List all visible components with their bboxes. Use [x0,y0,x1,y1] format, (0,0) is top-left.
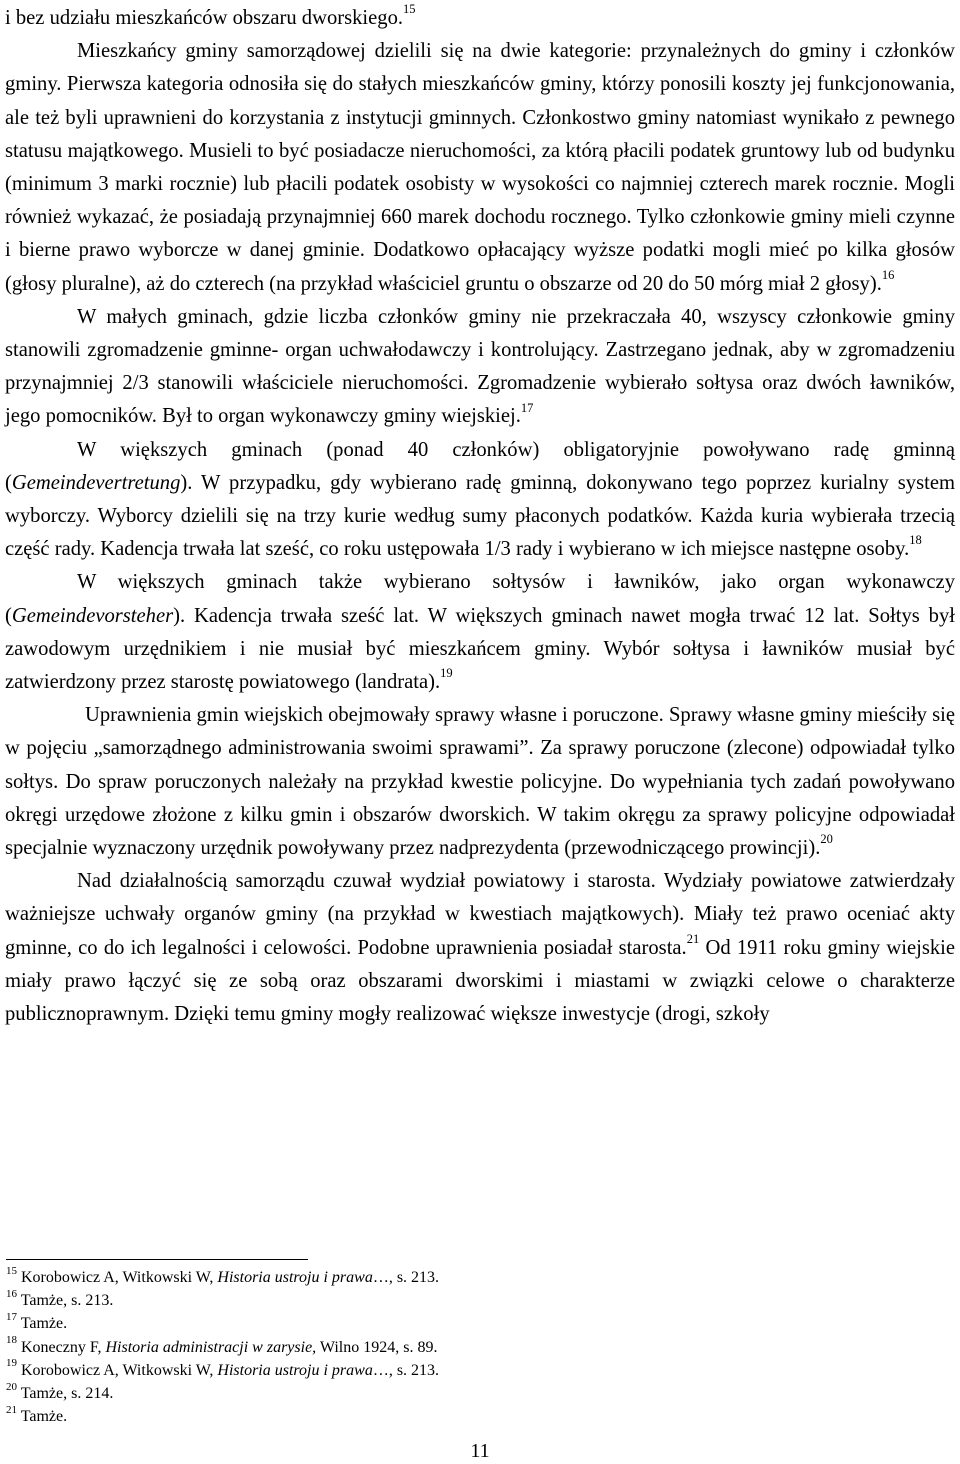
text-run: Tamże, s. 214. [17,1385,114,1403]
footnote [6,1336,906,1359]
footnote-ref: 17 [520,400,534,415]
text-run: i bez udziału mieszkańców obszaru dworskiego. [5,7,404,29]
footnote-ref: 21 [686,931,700,946]
footnote-number: 15 [6,1264,17,1277]
footnote [6,1382,906,1405]
text-run: W większych gminach także wybierano sołtysów i ławników, jako organ wykonawczy ( [5,571,955,627]
italic-term: Historia ustroju i prawa [217,1269,373,1286]
text-run: Uprawnienia gmin wiejskich obejmowały sprawy własne i poruczone. Sprawy własne gminy mieściły się w pojęciu „samorządnego administrowania swoimi sprawami”. Za sprawy poruczone (zlecone) odpowiadał tylko sołtys. Do spraw poruczonych należały na przykład kwestie policyjne. Do wypełniania tych zadań powoływano okręgi urzędowe złożone z kilku gmin i obszarów dworskich. W takim okręgu za sprawy policyjne odpowiadał specjalnie wyznaczony urzędnik powoływany przez nadprezydenta (przewodniczącego prowincji). [5,704,955,860]
text-run: Wilno 1924, s. 89. [316,1338,438,1356]
footnote [6,1359,906,1382]
footnote-separator [6,1259,308,1260]
footnotes [6,1266,906,1428]
paragraph-commune-powers [5,699,955,865]
italic-term: Gemeindevertretung [11,471,181,494]
footnote-ref: 15 [403,2,416,17]
text-run: Koneczny F, [17,1338,106,1356]
paragraph-membership [5,35,955,301]
footnote-number: 17 [6,1311,17,1324]
footnote-number: 16 [6,1287,17,1300]
italic-term: Historia ustroju i prawa [217,1361,373,1379]
footnote-number: 18 [6,1334,17,1347]
text-run: Nad działalnością samorządu czuwał wydział powiatowy i starosta. Wydziały powiatowe zatwierdzały ważniejsze uchwały organów gminy (na przykład w kwestiach majątkowych). Miały też prawo oceniać akty gminne, co do ich legalności i celowości. Podobne uprawnienia posiadał starosta. [5,870,955,959]
text-run: W małych gminach, gdzie liczba członków gminy nie przekraczała 40, wszyscy członkowie gminy stanowili zgromadzenie gminne- organ uchwałodawczy i kontrolujący. Zastrzegano jednak, aby w zgromadzeniu przynajmniej 2/3 stanowili właściciele nieruchomości. Zgromadzenie wybierało sołtysa oraz dwóch ławników, jego pomocników. Był to organ wykonawczy gminy wiejskiej. [5,305,955,428]
footnote [6,1266,906,1289]
text-run: …, s. 213. [372,1361,440,1379]
italic-term: Gemeindevorsteher [11,604,174,627]
text-run: Korobowicz A, Witkowski W, [17,1361,218,1379]
body-text [5,2,955,1031]
paragraph-supervision [5,865,955,1031]
text-run: Mieszkańcy gminy samorządowej dzielili się na dwie kategorie: przynależnych do gminy i członków gminy. Pierwsza kategoria odnosiła się do stałych mieszkańców gminy, którzy ponosili koszty jej funkcjonowania, ale też byli uprawnieni do korzystania z instytucji gminnych. Członkostwo gminy natomiast wynikało z pewnego statusu majątkowego. Musieli to być posiadacze nieruchomości, za którą płacili podatek gruntowy lub od budynku (minimum 3 marki rocznie) lub płacili podatek osobisty w wysokości co najmniej czterech marek rocznie. Mogli również wykazać, że posiadają przynajmniej 660 marek dochodu rocznego. Tylko członkowie gminy mieli czynne i bierne prawo wyborcze w danej gminie. Dodatkowo opłacający wyższe podatki mogli mieć po kilka głosów (głosy pluralne), aż do czterech (na przykład właściciel gruntu o obszarze od 20 do 50 mórg miał 2 głosy). [5,40,955,295]
text-run: W większych gminach (ponad 40 członków) obligatoryjnie powoływano radę gminną ( [5,438,955,494]
footnote-ref: 18 [909,533,922,548]
footnote [6,1312,906,1335]
paragraph-large-communes-executive [5,566,955,699]
page-number: 11 [470,1440,490,1462]
text-run: ). Kadencja trwała sześć lat. W większych gminach nawet mogła trwać 12 lat. Sołtys był zawodowym urzędnikiem i nie musiał być mieszkańcem gminy. Wybór sołtysa i ławników musiał być zatwierdzony przez starostę powiatowego (landrata). [5,604,955,694]
text-run: …, s. 213. [372,1269,440,1286]
italic-term: Historia administracji w zarysie, [105,1338,317,1356]
footnote-ref: 20 [820,832,833,847]
paragraph-large-communes-council [5,434,955,567]
paragraph-small-communes [5,301,955,434]
footnote [6,1405,906,1428]
text-run: ). W przypadku, gdy wybierano radę gminną, dokonywano tego poprzez kurialny system wyborczy. Wyborcy dzielili się na trzy kurie według sumy płaconych podatków. Każda kuria wybierała trzecią część rady. Kadencja trwała lat sześć, co roku ustępowała 1/3 rady i wybierano w ich miejsce następne osoby. [5,471,955,561]
paragraph-continuation [5,2,955,35]
text-run: Korobowicz A, Witkowski W, [17,1269,218,1286]
footnote-number: 21 [6,1403,17,1416]
text-run: Tamże. [17,1315,68,1333]
text-run: Tamże, s. 213. [17,1292,114,1310]
footnote-number: 19 [6,1357,17,1370]
footnote-number: 20 [6,1380,17,1393]
footnote-ref: 16 [881,267,895,282]
footnote [6,1289,906,1312]
text-run: Tamże. [17,1408,68,1426]
text-run: Od 1911 roku gminy wiejskie miały prawo łączyć się ze sobą oraz obszarami dworskimi i miastami w związki celowe o charakterze publicznoprawnym. Dzięki temu gminy mogły realizować większe inwestycje (drogi, szkoły [5,936,955,1026]
footnote-ref: 19 [440,666,453,681]
